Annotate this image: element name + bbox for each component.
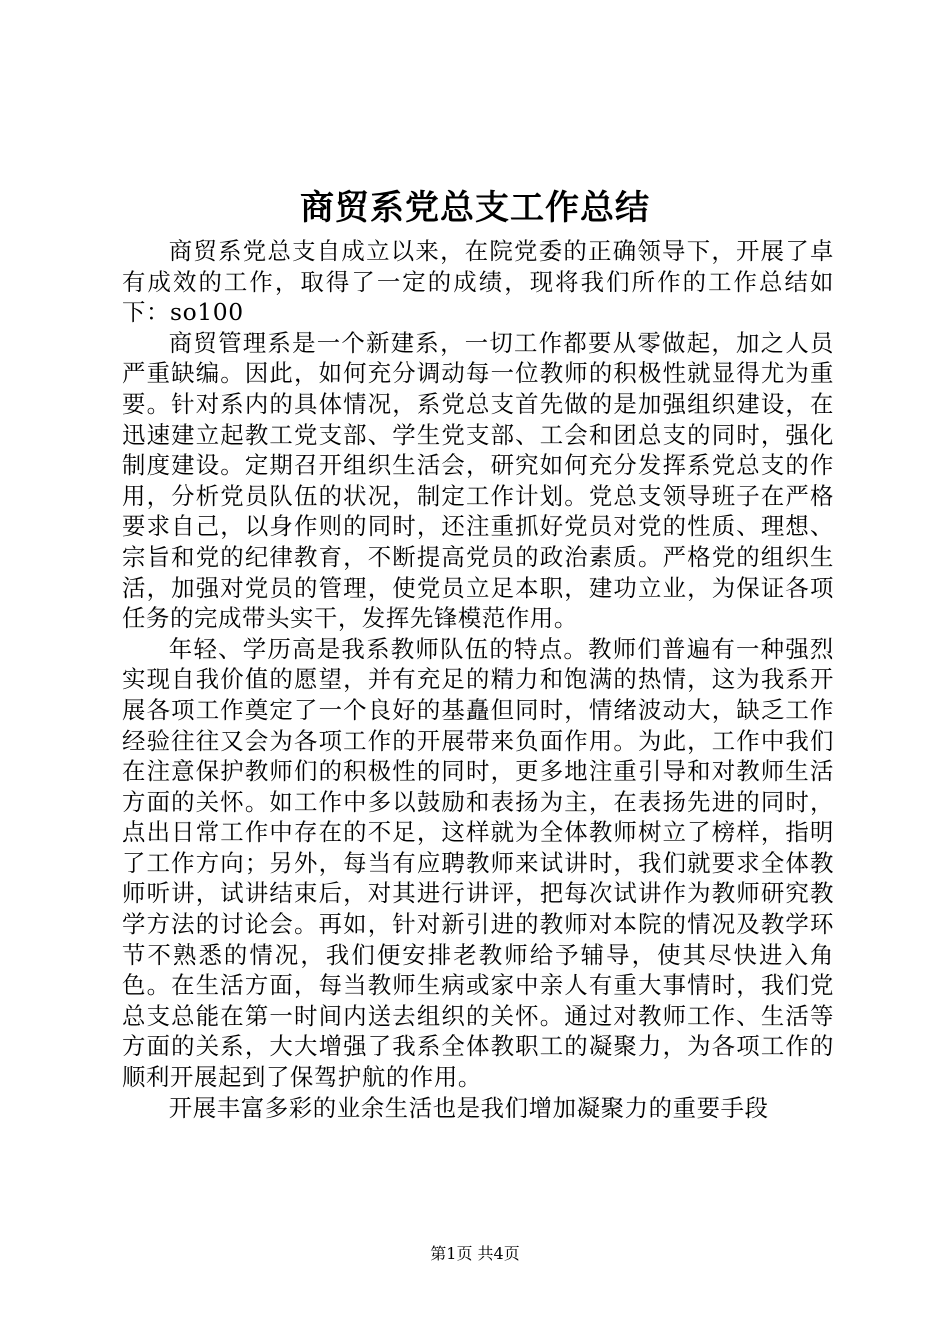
paragraph-organization: 商贸管理系是一个新建系，一切工作都要从零做起，加之人员严重缺编。因此，如何充分调动每一位教师的积极性就显得尤为重要。针对系内的具体情况，系党总支首先做的是加强组织建设，在迅速建立起教工党支部、学生党支部、工会和团总支的同时，强化制度建设。定期召开组织生活会，研究如何充分发挥系党总支的作用，分析党员队伍的状况，制定工作计划。党总支领导班子在严格要求自己，以身作则的同时，还注重抓好党员对党的性质、理想、宗旨和党的纪律教育，不断提高党员的政治素质。严格党的组织生活，加强对党员的管理，使党员立足本职，建功立业，为保证各项任务的完成带头实干，发挥先锋模范作用。	[122, 328, 834, 633]
paragraph-activities: 开展丰富多彩的业余生活也是我们增加凝聚力的重要手段	[168, 1093, 769, 1122]
paragraph-intro: 商贸系党总支自成立以来，在院党委的正确领导下，开展了卓有成效的工作，取得了一定的成绩，现将我们所作的工作总结如下：so100	[122, 237, 834, 327]
paragraph-teachers: 年轻、学历高是我系教师队伍的特点。教师们普遍有一种强烈实现自我价值的愿望，并有充足的精力和饱满的热情，这为我系开展各项工作奠定了一个良好的基矗但同时，情绪波动大，缺乏工作经验往往又会为各项工作的开展带来负面作用。为此，工作中我们在注意保护教师们的积极性的同时，更多地注重引导和对教师生活方面的关怀。如工作中多以鼓励和表扬为主，在表扬先进的同时，点出日常工作中存在的不足，这样就为全体教师树立了榜样，指明了工作方向；另外，每当有应聘教师来试讲时，我们就要求全体教师听讲，试讲结束后，对其进行讲评，把每次试讲作为教师研究教学方法的讨论会。再如，针对新引进的教师对本院的情况及教学环节不熟悉的情况，我们便安排老教师给予辅导，使其尽快进入角色。在生活方面，每当教师生病或家中亲人有重大事情时，我们党总支总能在第一时间内送去组织的关怀。通过对教师工作、生活等方面的关系，大大增强了我系全体教职工的凝聚力，为各项工作的顺利开展起到了保驾护航的作用。	[122, 634, 834, 1092]
page-footer	[0, 1242, 950, 1266]
document-body	[122, 236, 834, 1123]
page-indicator: 第1页 共4页	[430, 1244, 520, 1263]
document-title: 商贸系党总支工作总结	[300, 188, 650, 228]
